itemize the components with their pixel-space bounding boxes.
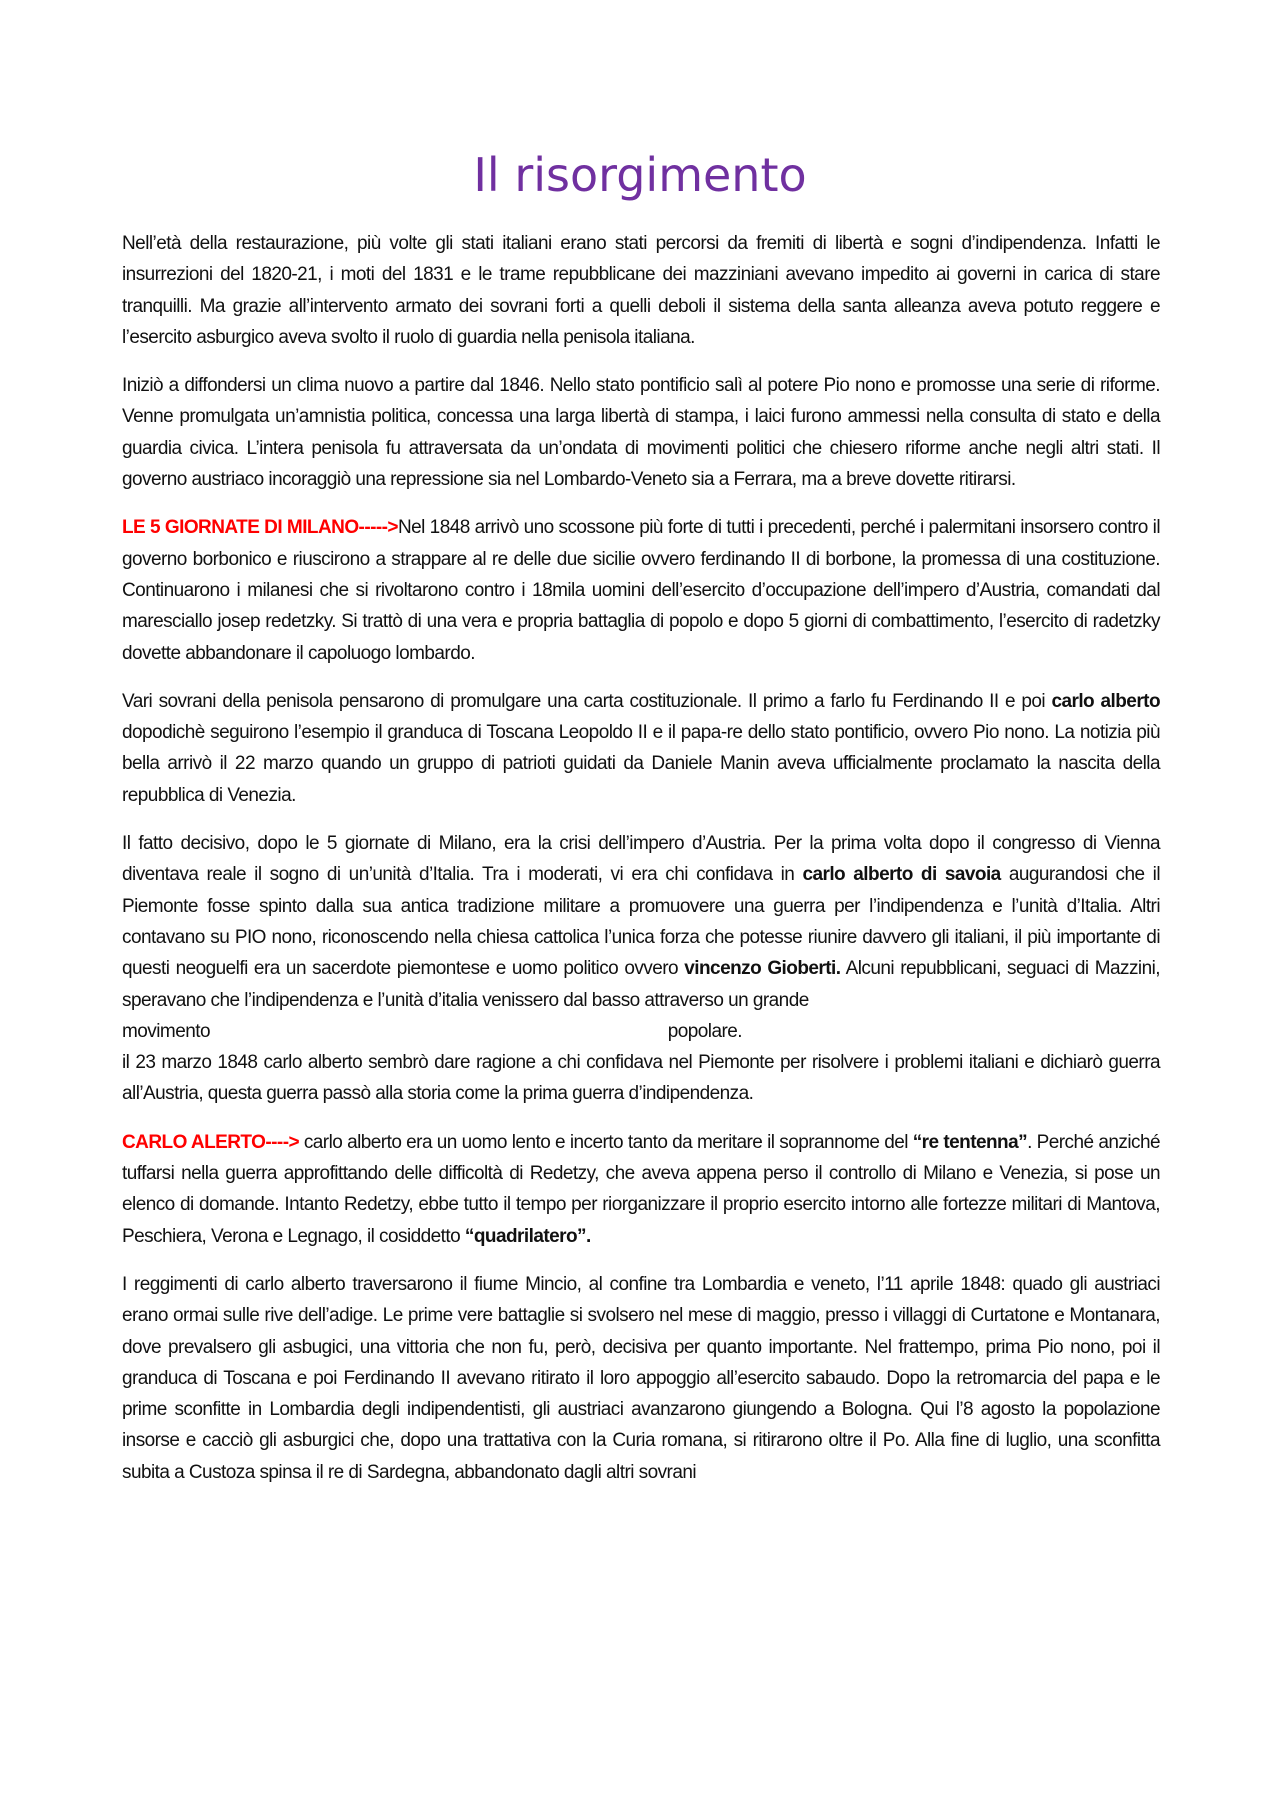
text: I reggimenti di carlo alberto traversarono il fiume Mincio, al confine tra Lombardia e veneto, l’11 aprile 1848: quado gli austriaci erano ormai sulle rive dell’adige. Le prime vere battaglie si svolsero nel mese di maggio, presso i villaggi di Curtatone e Montanara, dove prevalsero gli asbugici, una vittoria che non fu, però, decisiva per quanto importante. Nel frattempo, prima Pio nono, poi il granduca di Toscana e poi Ferdinando II avevano ritirato il loro appoggio all’esercito sabaudo. Dopo la retromarcia del papa e le prime sconfitte in Lombardia degli indipendentisti, gli austriaci avanzarono giungendo a Bologna. Qui l’8 agosto la popolazione insorse e cacciò gli asburgici che, dopo una trattativa con la Curia romana, si ritirarono oltre il Po. Alla fine di luglio, una sconfitta subita a Custoza spinsa il re di Sardegna, abbandonato dagli altri sovrani (122, 1273, 1160, 1483)
text: Iniziò a diffondersi un clima nuovo a partire dal 1846. Nello stato pontificio salì al potere Pio nono e promosse una serie di riforme. Venne promulgata un’amnistia politica, concessa una larga libertà di stampa, i laici furono ammessi nella consulta di stato e della guardia civica. L’intera penisola fu attraversata da un’ondata di movimenti politici che chiesero riforme anche negli altri stati. Il governo austriaco incoraggiò una repressione sia nel Lombardo-Veneto sia a Ferrara, ma a breve dovette ritirarsi. (122, 375, 1160, 491)
text: augurandosi che il Piemonte fosse spinto dalla sua antica tradizione militare a promuovere una guerra per l’indipendenza e l’unità d’Italia. Altri contavano su PIO nono, riconoscendo nella chiesa cattolica l’unica forza che potesse riunire davvero gli italiani, il più importante di questi neoguelfi era un sacerdote piemontese e uomo politico ovvero (122, 864, 1161, 980)
text: il 23 marzo 1848 carlo alberto sembrò dare ragione a chi confidava nel Piemonte per risolvere i problemi italiani e dichiarò guerra all’Austria, questa guerra passò alla storia come la prima guerra d’indipendenza. (122, 1052, 1160, 1105)
text: dopodichè seguirono l’esempio il granduca di Toscana Leopoldo II e il papa-re dello stato pontificio, ovvero Pio nono. La notizia più bella arrivò il 22 marzo quando un gruppo di patrioti guidati da Daniele Manin aveva ufficialmente proclamato la nascita della repubblica di Venezia. (122, 722, 1160, 806)
paragraph-cinque-giornate (122, 512, 1160, 668)
text: popolare. (667, 1020, 742, 1042)
bold-term: vincenzo Gioberti. (684, 958, 841, 980)
bold-term: “re tentenna” (912, 1131, 1028, 1153)
text: Nell’età della restaurazione, più volte gli stati italiani erano stati percorsi da fremiti di libertà e sogni d’indipendenza. Infatti le insurrezioni del 1820-21, i moti del 1831 e le trame repubblicane dei mazziniani avevano impedito ai governi in carica di stare tranquilli. Ma grazie all’intervento armato dei sovrani forti a quelli deboli il sistema della santa alleanza aveva potuto reggere e l’esercito asburgico aveva svolto il ruolo di guardia nella penisola italiana. (122, 233, 1160, 348)
paragraph-fatto-decisivo (122, 828, 1160, 1016)
paragraph-costituzioni (122, 686, 1160, 811)
document-body (122, 228, 1160, 1505)
paragraph-clima-nuovo (122, 370, 1160, 495)
text: Nel 1848 arrivò uno scossone più forte di tutti i precedenti, perché i palermitani insorsero contro il governo borbonico e riuscirono a strappare al re delle due sicilie ovvero ferdinando II di borbone, la promessa di una costituzione. Continuarono i milanesi che si rivoltarono contro i 18mila uomini dell’esercito d’occupazione dell’impero d’Austria, comandati dal maresciallo josep redetzky. Si trattò di una vera e propria battaglia di popolo e dopo 5 giorni di combattimento, l’esercito di radetzky dovette abbandonare il capoluogo lombardo. (122, 517, 1160, 664)
document-title: Il risorgimento (473, 148, 807, 202)
bold-term: “quadrilatero”. (464, 1225, 591, 1247)
bold-term: carlo alberto (1051, 690, 1160, 712)
paragraph-23-marzo (122, 1047, 1160, 1110)
text: . Perché anziché tuffarsi nella guerra approfittando delle difficoltà di Redetzy, che aveva appena perso il controllo di Milano e Venezia, si pose un elenco di domande. Intanto Redetzy, ebbe tutto il tempo per riorganizzare il proprio esercito intorno alle fortezze militari di Mantova, Peschiera, Verona e Legnago, il cosiddetto (122, 1131, 1160, 1247)
section-heading-carlo-alberto: CARLO ALERTO----> (122, 1131, 300, 1153)
text: Alcuni repubblicani, seguaci di Mazzini, speravano che l’indipendenza e l’unità d’italia venissero dal basso attraverso un grande (122, 958, 1160, 1011)
text: movimento (122, 1020, 210, 1042)
text: Vari sovrani della penisola pensarono di promulgare una carta costituzionale. Il primo a farlo fu Ferdinando II e poi (122, 690, 1052, 712)
text: Il fatto decisivo, dopo le 5 giornate di Milano, era la crisi dell’impero d’Austria. Per la prima volta dopo il congresso di Vienna diventava reale il sogno di un’unità d’Italia. Tra i moderati, vi era chi confidava in (122, 833, 1160, 886)
paragraph-reggimenti (122, 1269, 1160, 1488)
section-heading-5-giornate: LE 5 GIORNATE DI MILANO-----> (122, 517, 398, 539)
paragraph-restaurazione (122, 228, 1160, 353)
paragraph-carlo-alberto (122, 1127, 1160, 1252)
text: carlo alberto era un uomo lento e incerto tanto da meritare il soprannome del (299, 1131, 913, 1153)
bold-term: carlo alberto di savoia (802, 864, 1001, 886)
justified-line (122, 1016, 1160, 1047)
